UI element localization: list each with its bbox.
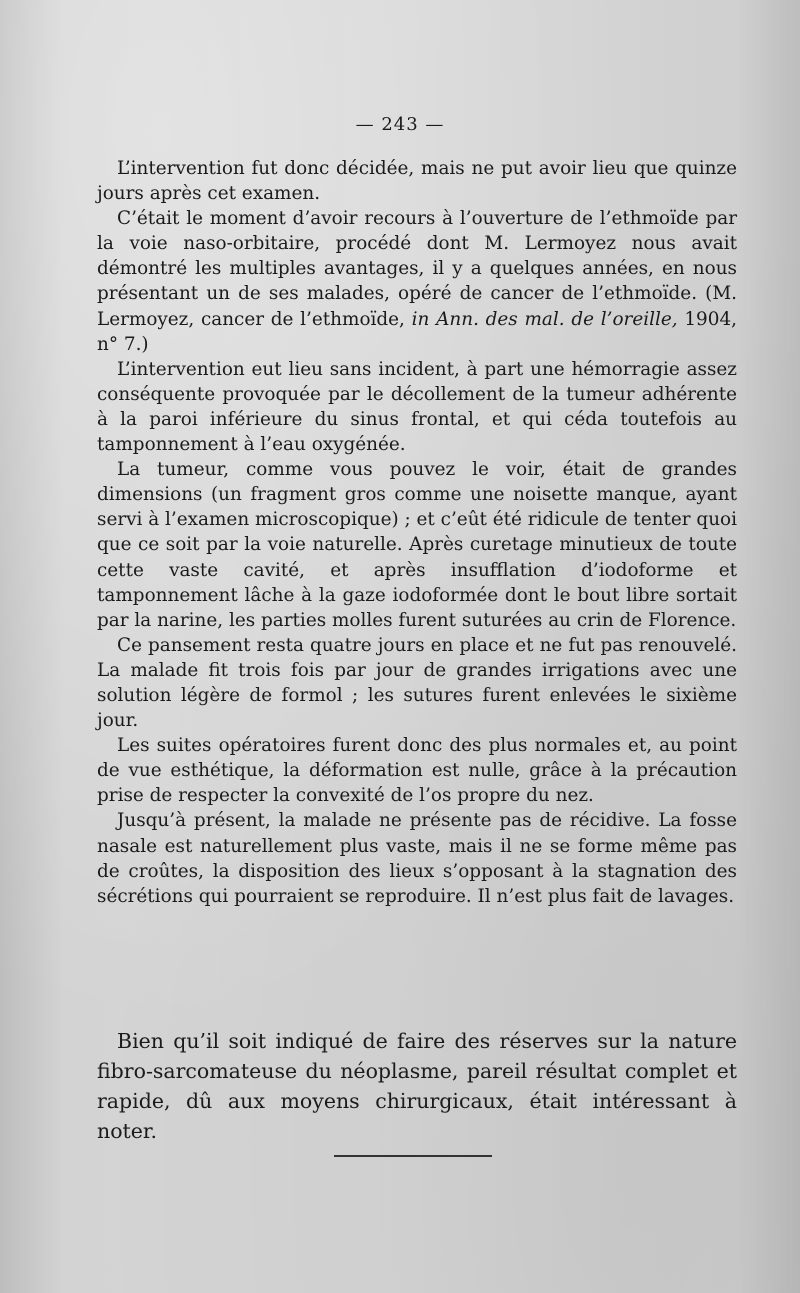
paragraph-4: La tumeur, comme vous pouvez le voir, était de grandes dimensions (un fragment gros comme une noisette manque, ayant servi à l’examen microscopique) ; et c’eût été ridicule de tenter quoi que ce soit par la voie naturelle. Après curetage minutieux de toute cette vaste cavité, et après insufflation d’iodoforme et tamponnement lâche à la gaze iodoformée dont le bout libre sortait par la narine, les parties molles furent suturées au crin de Florence. bbox=[97, 459, 737, 631]
paragraph-6: Les suites opératoires furent donc des plus normales et, au point de vue esthétique, la déformation est nulle, grâce à la précaution prise de respecter la convexité de l’os propre du nez. bbox=[97, 735, 737, 807]
body-text bbox=[97, 156, 737, 909]
paragraph-2-text: C’était le moment d’avoir recours à l’ouverture de l’ethmoïde par la voie naso-orbitaire, procédé dont M. Lermoyez nous avait démontré les multiples avantages, il y a quelques années, en nous présentant un de ses malades, opéré de cancer de l’ethmoïde. (M. Lermoyez, cancer de l’ethmoïde, bbox=[97, 208, 737, 330]
page-number: — 243 — bbox=[355, 114, 445, 135]
paragraph-5: Ce pansement resta quatre jours en place et ne fut pas renouvelé. La malade fit trois fois par jour de grandes irrigations avec une solution légère de formol ; les sutures furent enlevées le sixième jour. bbox=[97, 634, 737, 732]
paragraph-3: L’intervention eut lieu sans incident, à part une hémorragie assez conséquente provoquée par le décollement de la tumeur adhérente à la paroi inférieure du sinus frontal, et qui céda toutefois au tamponnement à l’eau oxygénée. bbox=[97, 358, 737, 456]
paragraph-2 bbox=[97, 206, 737, 357]
conclusion-block bbox=[97, 1026, 737, 1146]
paragraph-7: Jusqu’à présent, la malade ne présente pas de récidive. La fosse nasale est naturellement plus vaste, mais il ne se forme même pas de croûtes, la disposition des lieux s’opposant à la stagnation des sécrétions qui pourraient se reproduire. Il n’est plus fait de lavages. bbox=[97, 810, 737, 907]
paragraph-2-citation-end: 1904, n° 7.) bbox=[97, 308, 737, 355]
journal-citation: in Ann. des mal. de l’oreille, bbox=[411, 308, 678, 330]
paragraph-1: L’intervention fut donc décidée, mais ne put avoir lieu que quinze jours après cet examen. bbox=[97, 158, 737, 205]
closing-rule bbox=[334, 1155, 492, 1157]
conclusion-paragraph: Bien qu’il soit indiqué de faire des réserves sur la nature fibro-sarcomateuse du néoplasme, pareil résultat complet et rapide, dû aux moyens chirurgicaux, était intéressant à noter. bbox=[97, 1029, 737, 1143]
